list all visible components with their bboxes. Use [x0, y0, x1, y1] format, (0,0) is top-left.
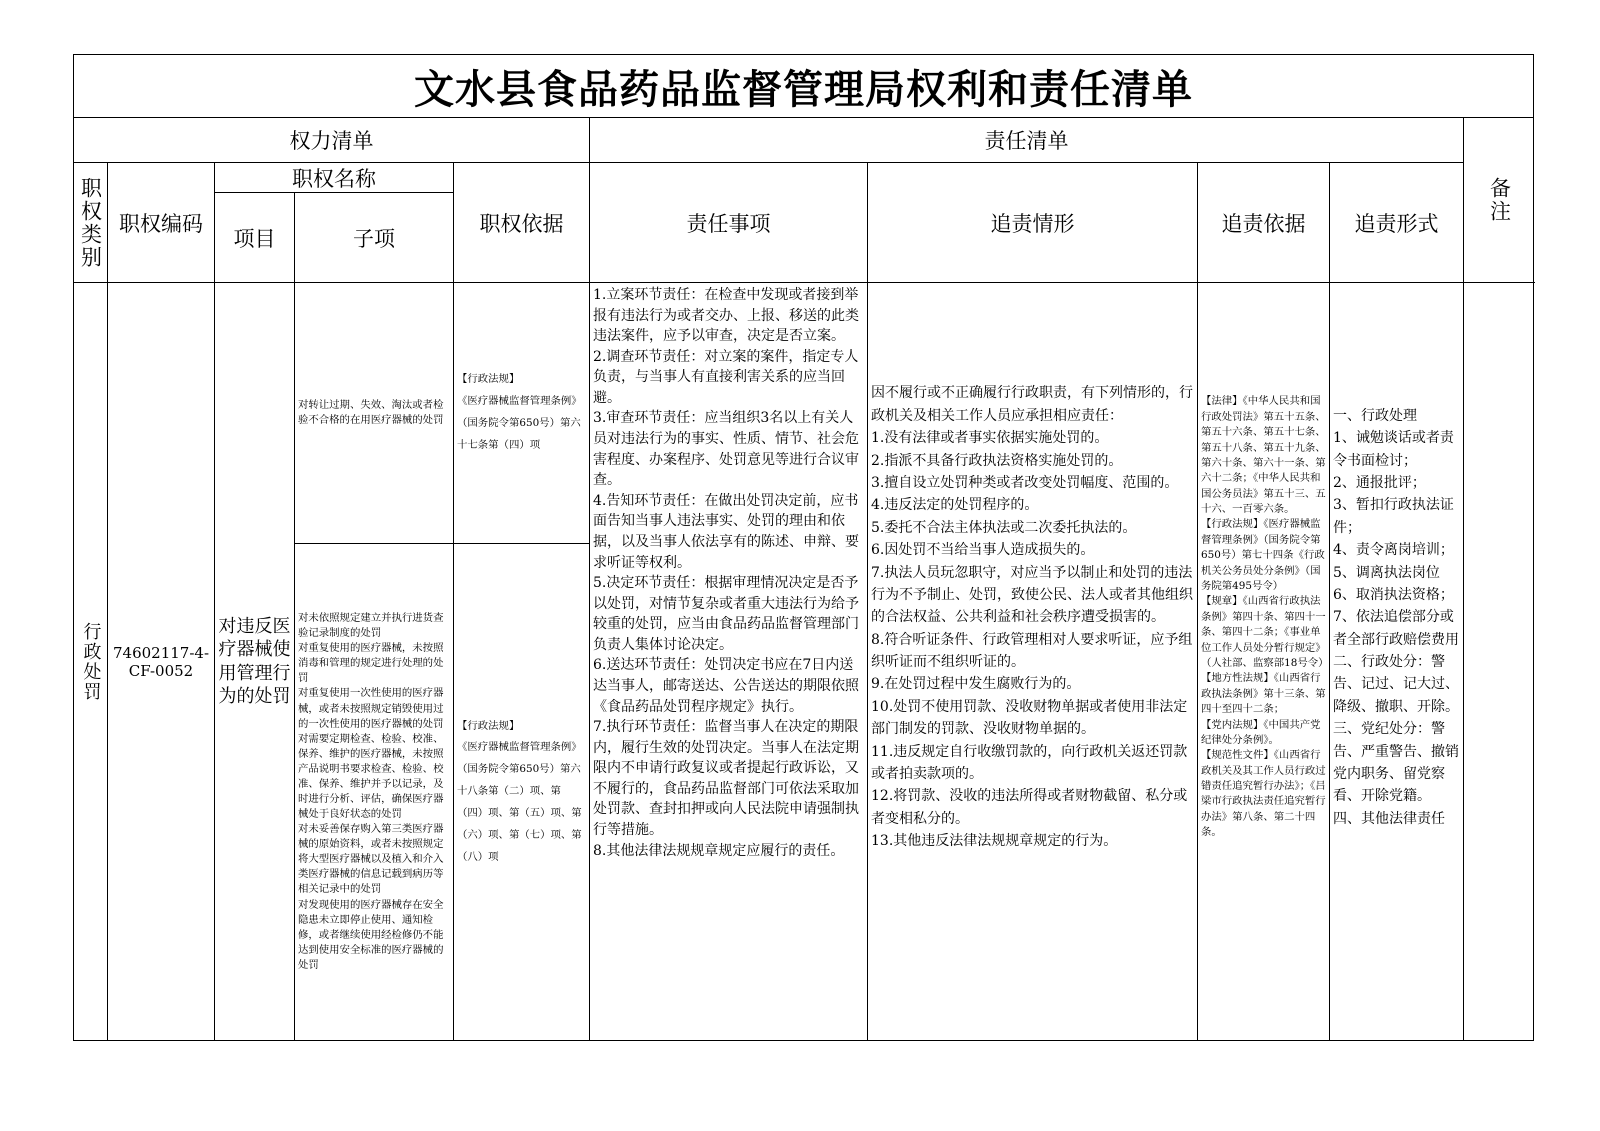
resp-item: 1.立案环节责任：在检查中发现或者接到举报有违法行为或者交办、上报、移送的此类违法案件，应予以审查，决定是否立案。: [593, 287, 859, 345]
liability-basis-item: 【规章】《山西省行政执法条例》第四十条、第四十一条、第四十二条；《事业单位工作人员处分暂行规定》（人社部、监察部18号令）: [1201, 595, 1329, 669]
resp-item: 8.其他法律法规规章规定应履行的责任。: [593, 842, 845, 859]
cell-remarks: [1464, 283, 1535, 1040]
resp-item: 3.审查环节责任：应当组织3名以上有关人员对违法行为的事实、性质、情节、社会危害程度、办案程序、处罚意见等进行合议审查。: [593, 410, 859, 489]
header-responsibility-list: 责任清单: [590, 118, 1464, 163]
header-category: [74, 163, 108, 283]
liability-form-item: 2、通报批评；: [1333, 474, 1426, 491]
liability-case: 12.将罚款、没收的违法所得或者财物截留、私分或者变相私分的。: [871, 788, 1188, 827]
liability-form-item: 7、依法追偿部分或者全部行政赔偿费用: [1333, 609, 1459, 648]
liability-case: 7.执法人员玩忽职守，对应当予以制止和处罚的违法行为不予制止、处罚，致使公民、法人或者其他组织的合法权益、公共利益和社会秩序遭受损害的。: [871, 564, 1193, 626]
liability-case: 9.在处罚过程中发生腐败行为的。: [871, 676, 1081, 693]
liability-form-item: 5、调离执法岗位: [1333, 564, 1440, 581]
liability-case: 10.处罚不使用罚款、没收财物单据或者使用非法定部门制发的罚款、没收财物单据的。: [871, 698, 1188, 738]
header-category-label: 职权类别: [78, 176, 103, 269]
liability-basis-item: 【法律】《中华人民共和国行政处罚法》第五十五条、第五十六条、第五十七条、第五十八条、第五十九条、第六十条、第六十一条、第六十二条；《中华人民共和国公务员法》第五十三、五十六、一百零六条。: [1201, 395, 1326, 516]
resp-item: 7.执行环节责任：监督当事人在决定的期限内，履行生效的处罚决定。当事人在法定期限内不申请行政复议或者提起行政诉讼，又不履行的，食品药品监督部门可依法采取加处罚款、查封扣押或向人民法院申请强制执行等措施。: [593, 719, 859, 839]
subitem-1: 对转让过期、失效、淘汰或者检验不合格的在用医疗器械的处罚: [295, 283, 454, 544]
liability-form-item: 6、取消执法资格；: [1333, 586, 1454, 603]
header-remarks-label: 备注: [1487, 177, 1512, 223]
liability-basis-item: 【规范性文件】《山西省行政机关及其工作人员行政过错责任追究暂行办法》；《吕梁市行政执法责任追究暂行办法》第八条、第二十四条。: [1201, 749, 1326, 839]
basis-2: 【行政法规】 《医疗器械监督管理条例》（国务院令第650号）第六十八条第（二）项、第（四）项、第（五）项、第（六）项、第（七）项、第（八）项: [454, 544, 590, 1040]
cell-code: 74602117-4-CF-0052: [108, 283, 215, 1040]
basis-1: 【行政法规】 《医疗器械监督管理条例》（国务院令第650号）第六十七条第（四）项: [454, 283, 590, 544]
liability-basis-item: 【行政法规】《医疗器械监督管理条例》（国务院令第650号）第七十四条《行政机关公务员处分条例》（国务院第495号令）: [1201, 518, 1325, 593]
liability-case: 1.没有法律或者事实依据实施处罚的。: [871, 430, 1109, 447]
liability-basis-item: 【地方性法规】《山西省行政执法条例》第十三条、第四十至四十二条；: [1201, 672, 1326, 716]
header-liability-basis: 追责依据: [1198, 163, 1330, 283]
header-remarks: [1464, 118, 1535, 283]
liability-case: 8.符合听证条件、行政管理相对人要求听证，应予组织听证而不组织听证的。: [871, 631, 1193, 671]
header-subitem: 子项: [295, 193, 454, 283]
document-title: 文水县食品药品监督管理局权利和责任清单: [74, 55, 1533, 118]
cell-liability-cases: [868, 283, 1198, 1040]
liability-case: 4.违反法定的处罚程序的。: [871, 497, 1039, 514]
header-basis: 职权依据: [454, 163, 590, 283]
cell-liability-basis: [1198, 283, 1330, 1040]
header-name: 职权名称: [215, 163, 454, 193]
category-value: 行政处罚: [80, 621, 102, 702]
resp-item: 5.决定环节责任：根据审理情况决定是否予以处罚，对情节复杂或者重大违法行为给予较重的处罚，应当由食品药品监督管理部门负责人集体讨论决定。: [593, 575, 859, 653]
cell-item: 对违反医疗器械使用管理行为的处罚: [215, 283, 295, 1040]
header-liability-forms: 追责形式: [1330, 163, 1464, 283]
liability-basis-item: 【党内法规】《中国共产党纪律处分条例》。: [1201, 718, 1321, 746]
liability-case: 2.指派不具备行政执法资格实施处罚的。: [871, 452, 1123, 469]
header-liability-cases: 追责情形: [868, 163, 1198, 283]
liability-form-item: 1、诫勉谈话或者责令书面检讨；: [1333, 430, 1454, 469]
header-item: 项目: [215, 193, 295, 283]
resp-item: 4.告知环节责任：在做出处罚决定前，应书面告知当事人违法事实、处罚的理由和依据，以及当事人依法享有的陈述、申辩、要求听证等权利。: [593, 492, 859, 571]
cell-responsibilities: [590, 283, 868, 1040]
subitem-2: 对未依照规定建立并执行进货查验记录制度的处罚 对重复使用的医疗器械，未按照消毒和管理的规定进行处理的处罚 对重复使用一次性使用的医疗器械，或者未按照规定销毁使用过的一次性使用的医疗器械的处罚 对需要定期检查、检验、校准、保养、维护的医疗器械，未按照产品说明书要求检查、检验、校准、保养、维护并予以记录，及时进行分析、评估，确保医疗器械处于良好状态的处罚 对未妥善保存购入第三类医疗器械的原始资料，或者未按照规定将大型医疗器械以及植入和介入类医疗器械的信息记载到病历等相关记录中的处罚 对发现使用的医疗器械存在安全隐患未立即停止使用、通知检修，或者继续使用经检修仍不能达到使用安全标准的医疗器械的处罚: [295, 544, 454, 1040]
liability-form-item: 四、其他法律责任: [1333, 810, 1445, 827]
resp-item: 2.调查环节责任：对立案的案件，指定专人负责，与当事人有直接利害关系的应当回避。: [593, 348, 859, 406]
document-page: [73, 54, 1534, 1041]
cell-category: [74, 283, 108, 1040]
liability-form-item: 3、暂扣行政执法证件；: [1333, 497, 1454, 536]
liability-form-item: 4、责令离岗培训；: [1333, 542, 1454, 559]
liability-case: 3.擅自设立处罚种类或者改变处罚幅度、范围的。: [871, 474, 1179, 491]
cell-liability-forms: [1330, 283, 1464, 1040]
liability-case: 13.其他违反法律法规规章规定的行为。: [871, 833, 1118, 850]
liability-case: 11.违反规定自行收缴罚款的，向行政机关返还罚款或者拍卖款项的。: [871, 743, 1188, 783]
resp-item: 6.送达环节责任：处罚决定书应在7日内送达当事人，邮寄送达、公告送达的期限依照《食品药品处罚程序规定》执行。: [593, 657, 859, 715]
header-power-list: 权力清单: [74, 118, 590, 163]
liability-form-item: 二、行政处分：警告、记过、记大过、降级、撤职、开除。: [1333, 654, 1459, 715]
liability-case: 因不履行或不正确履行行政职责，有下列情形的，行政机关及相关工作人员应承担相应责任：: [871, 385, 1193, 424]
header-code: 职权编码: [108, 163, 215, 283]
liability-case: 5.委托不合法主体执法或二次委托执法的。: [871, 519, 1137, 536]
liability-case: 6.因处罚不当给当事人造成损失的。: [871, 542, 1095, 559]
header-resp-items: 责任事项: [590, 163, 868, 283]
liability-form-item: 一、行政处理: [1333, 407, 1417, 424]
liability-form-item: 三、党纪处分：警告、严重警告、撤销党内职务、留党察看、开除党籍。: [1333, 721, 1459, 805]
